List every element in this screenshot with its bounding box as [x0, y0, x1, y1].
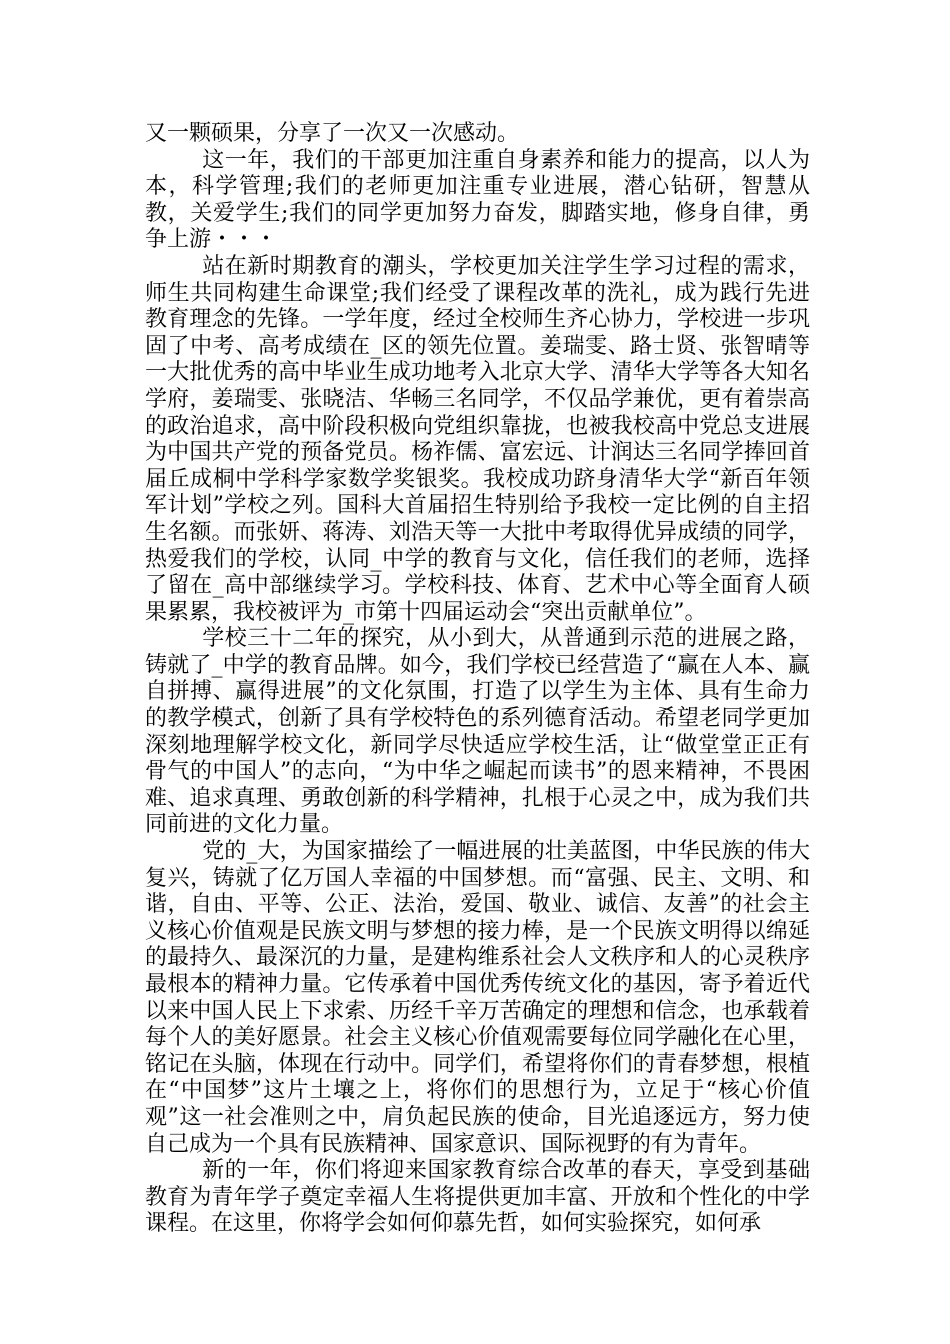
paragraph-new-year: 新的一年，你们将迎来国家教育综合改革的春天，享受到基础教育为青年学子奠定幸福人生将提供更加丰富、开放和个性化的中学课程。在这里，你将学会如何仰慕先哲，如何实验探究，如何承 — [145, 1158, 810, 1237]
body-text — [145, 121, 810, 1238]
paragraph-school-culture: 学校三十二年的探究，从小到大，从普通到示范的进展之路，铸就了_中学的教育品牌。如今，我们学校已经营造了“赢在人本、赢自拼搏、赢得进展”的文化氛围，打造了以学生为主体、具有生命力的教学模式，创新了具有学校特色的系列德育活动。希望老同学更加深刻地理解学校文化，新同学尽快适应学校生活，让“做堂堂正正有骨气的中国人”的志向，“为中华之崛起而读书”的恩来精神，不畏困难、追求真理、勇敢创新的科学精神，扎根于心灵之中，成为我们共同前进的文化力量。 — [145, 626, 810, 838]
paragraph-continued: 又一颗硕果，分享了一次又一次感动。 — [145, 121, 520, 146]
paragraph-core-values: 党的_大，为国家描绘了一幅进展的壮美蓝图，中华民族的伟大复兴，铸就了亿万国人幸福的中国梦想。而“富强、民主、文明、和谐，自由、平等、公正、法治，爱国、敬业、诚信、友善”的社会主义核心价值观是民族文明与梦想的接力棒，是一个民族文明得以绵延的最持久、最深沉的力量，是建构维系社会人文秩序和人的心灵秩序最根本的精神力量。它传承着中国优秀传统文化的基因，寄予着近代以来中国人民上下求索、历经千辛万苦确定的理想和信念，也承载着每个人的美好愿景。社会主义核心价值观需要每位同学融化在心里，铭记在头脑，体现在行动中。同学们，希望将你们的青春梦想，根植在“中国梦”这片土壤之上，将你们的思想行为，立足于“核心价值观”这一社会准则之中，肩负起民族的使命，目光追逐远方，努力使自己成为一个具有民族精神、国家意识、国际视野的有为青年。 — [145, 839, 810, 1157]
paragraph-this-year: 这一年，我们的干部更加注重自身素养和能力的提高，以人为本，科学管理;我们的老师更加注重专业进展，潜心钻研，智慧从教，关爱学生;我们的同学更加努力奋发，脚踏实地，修身自律，勇争上游・・・ — [145, 147, 810, 253]
paragraph-achievements: 站在新时期教育的潮头，学校更加关注学生学习过程的需求，师生共同构建生命课堂;我们经受了课程改革的洗礼，成为践行先进教育理念的先锋。一学年度，经过全校师生齐心协力，学校进一步巩固了中考、高考成绩在_区的领先位置。姜瑞雯、路士贤、张智晴等一大批优秀的高中毕业生成功地考入北京大学、清华大学等各大知名学府，姜瑞雯、张晓洁、华畅三名同学，不仅品学兼优，更有着崇高的政治追求，高中阶段积极向党组织靠拢，也被我校高中党总支进展为中国共产党的预备党员。杨祚儒、富宏远、计润达三名同学捧回首届丘成桐中学科学家数学奖银奖。我校成功跻身清华大学“新百年领军计划”学校之列。国科大首届招生特别给予我校一定比例的自主招生名额。而张妍、蒋涛、刘浩天等一大批中考取得优异成绩的同学，热爱我们的学校，认同_中学的教育与文化，信任我们的老师，选择了留在_高中部继续学习。学校科技、体育、艺术中心等全面育人硕果累累，我校被评为_市第十四届运动会“突出贡献单位”。 — [145, 253, 810, 625]
